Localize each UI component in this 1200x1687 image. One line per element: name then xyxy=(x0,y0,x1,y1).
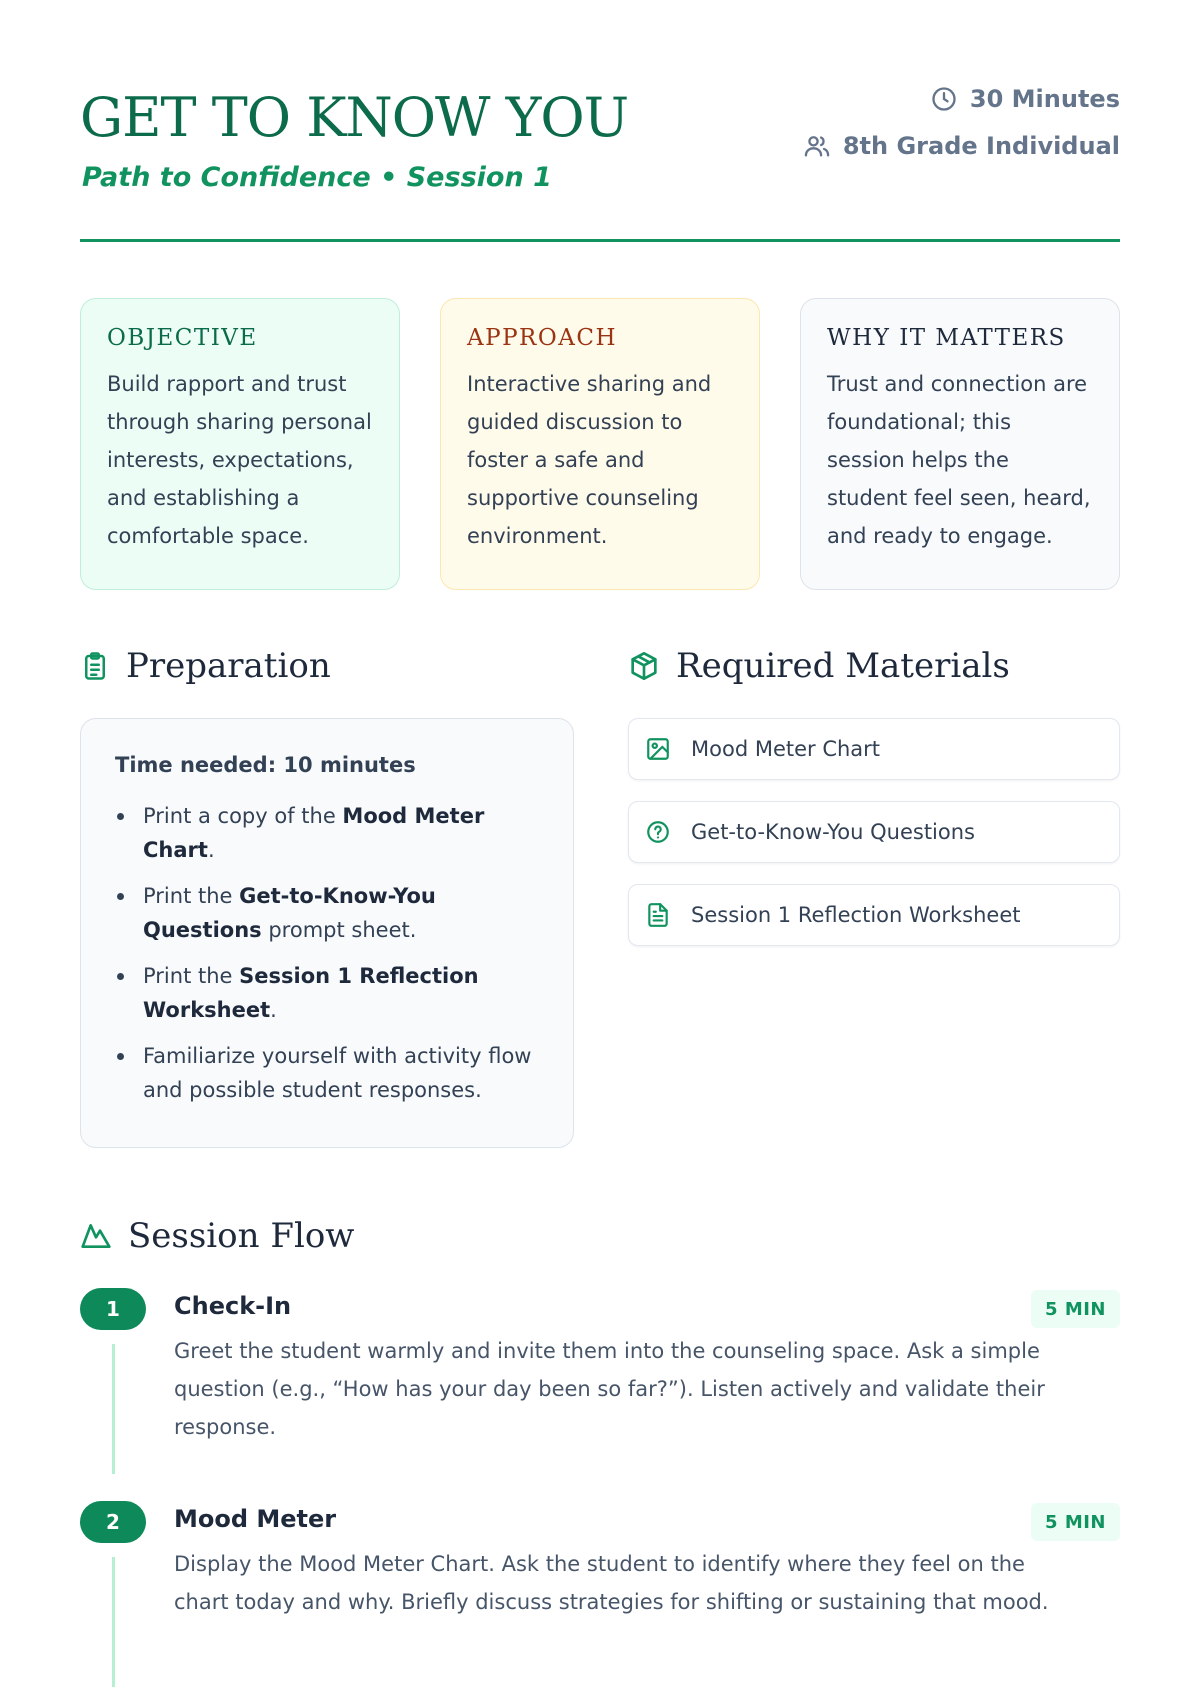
timeline-connector xyxy=(112,1557,115,1687)
objective-text: Build rapport and trust through sharing personal interests, expectations, and establishing a comfortable space. xyxy=(107,372,372,548)
step-description: Display the Mood Meter Chart. Ask the student to identify where they feel on the chart today and why. Briefly discuss strategies for shifting or sustaining that mood. xyxy=(174,1552,1049,1614)
duration-text: 30 Minutes xyxy=(969,85,1120,113)
users-icon xyxy=(803,132,831,160)
item-bold: Get-to-Know-You Questions xyxy=(143,884,436,942)
material-label: Session 1 Reflection Worksheet xyxy=(691,903,1021,927)
why-it-matters-card xyxy=(800,298,1120,590)
overview-cards xyxy=(80,298,1120,590)
preparation-heading xyxy=(80,646,331,686)
clock-icon xyxy=(930,85,958,113)
preparation-box xyxy=(80,718,574,1148)
step-title: Mood Meter xyxy=(174,1505,337,1533)
step-title: Check-In xyxy=(174,1292,292,1320)
materials-heading xyxy=(628,646,1010,686)
list-item xyxy=(115,799,547,867)
session-flow-heading xyxy=(80,1216,354,1256)
material-item[interactable] xyxy=(628,718,1120,780)
page-title: GET TO KNOW YOU xyxy=(80,86,629,149)
material-item[interactable] xyxy=(628,801,1120,863)
session-flow-heading-text: Session Flow xyxy=(128,1216,355,1256)
clipboard-icon xyxy=(80,650,110,682)
session-step xyxy=(80,1288,1120,1474)
item-text: prompt sheet. xyxy=(261,918,417,942)
item-text: Print the xyxy=(143,964,240,988)
step-duration-badge: 5 MIN xyxy=(1031,1290,1120,1328)
image-icon xyxy=(645,736,671,762)
list-item xyxy=(115,879,547,947)
session-step xyxy=(80,1501,1120,1687)
objective-card xyxy=(80,298,400,590)
preparation-list xyxy=(115,799,547,1107)
session-meta xyxy=(803,84,1120,178)
item-bold: Mood Meter Chart xyxy=(143,804,485,862)
document-icon xyxy=(645,902,671,928)
step-number: 1 xyxy=(80,1288,146,1330)
item-text: Print the xyxy=(143,884,240,908)
item-text: . xyxy=(207,838,215,862)
list-item xyxy=(115,1039,547,1107)
material-label: Get-to-Know-You Questions xyxy=(691,820,975,844)
list-item xyxy=(115,959,547,1027)
audience-text: 8th Grade Individual xyxy=(842,132,1120,160)
preparation-heading-text: Preparation xyxy=(126,646,331,686)
why-heading: WHY IT MATTERS xyxy=(827,325,1066,351)
timeline-connector xyxy=(112,1344,115,1474)
item-text: . xyxy=(270,998,277,1022)
lesson-page xyxy=(80,0,1120,1614)
objective-heading: OBJECTIVE xyxy=(107,325,258,351)
approach-card xyxy=(440,298,760,590)
question-circle-icon xyxy=(645,819,671,845)
page-header xyxy=(80,80,1120,242)
material-item[interactable] xyxy=(628,884,1120,946)
materials-heading-text: Required Materials xyxy=(676,646,1010,686)
step-description: Greet the student warmly and invite them into the counseling space. Ask a simple question (e.g., “How has your day been so far?”). Listen actively and validate their response. xyxy=(174,1339,1045,1439)
step-number: 2 xyxy=(80,1501,146,1543)
audience-meta xyxy=(803,131,1120,161)
item-bold: Session 1 Reflection Worksheet xyxy=(143,964,479,1022)
why-text: Trust and connection are foundational; this session helps the student feel seen, heard, and ready to engage. xyxy=(827,372,1091,548)
approach-text: Interactive sharing and guided discussion to foster a safe and supportive counseling environment. xyxy=(467,372,712,548)
approach-heading: APPROACH xyxy=(467,325,617,351)
material-label: Mood Meter Chart xyxy=(691,737,881,761)
page-subtitle: Path to Confidence • Session 1 xyxy=(82,162,552,193)
duration-meta xyxy=(803,84,1120,114)
time-needed: Time needed: 10 minutes xyxy=(115,753,416,777)
step-duration-badge: 5 MIN xyxy=(1031,1503,1120,1541)
item-text: Print a copy of the xyxy=(143,804,343,828)
item-text: Familiarize yourself with activity flow and possible student responses. xyxy=(143,1044,532,1102)
package-icon xyxy=(628,650,660,682)
mountain-icon xyxy=(80,1220,112,1252)
